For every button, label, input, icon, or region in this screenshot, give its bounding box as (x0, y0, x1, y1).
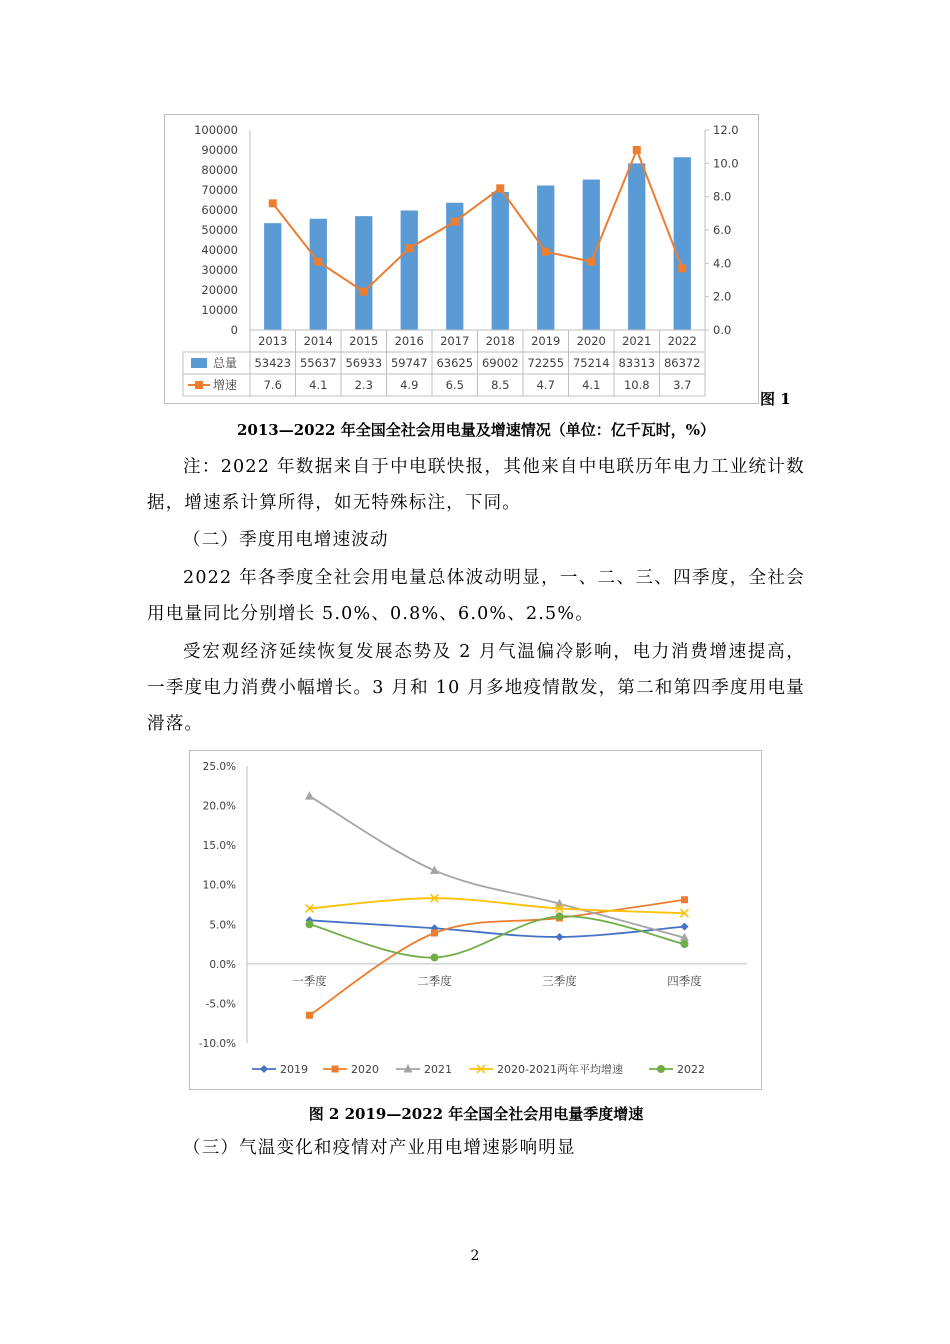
y2-tick-label: 12.0 (713, 123, 739, 137)
data-label: 56933 (345, 356, 383, 370)
paragraph-quarterly: 2022 年各季度全社会用电量总体波动明显，一、二、三、四季度，全社会用电量同比分别增长 5.0%、0.8%、6.0%、2.5%。 (147, 568, 805, 624)
figure1-chart (164, 114, 759, 404)
growth-point-2013 (269, 199, 277, 207)
chart2-svg (190, 751, 761, 1089)
point-2020-四季度 (681, 896, 688, 903)
y-tick-label: 10.0% (202, 879, 236, 892)
y-tick-label: 25.0% (202, 761, 236, 773)
legend-label: 总量 (213, 356, 238, 370)
x-tick-label: 2017 (440, 334, 470, 348)
legend-key-marker (195, 381, 203, 389)
data-label: 6.5 (445, 378, 464, 392)
data-label: 72255 (527, 356, 565, 370)
figure2-caption: 图 2 2019—2022 年全国全社会用电量季度增速 (308, 1105, 644, 1123)
x-tick-label: 2020 (576, 334, 606, 348)
x-tick-label: 2016 (394, 334, 424, 348)
data-label: 2.3 (354, 378, 373, 392)
page-number: 2 (470, 1248, 480, 1264)
paragraph-factors: 受宏观经济延续恢复发展态势及 2 月气温偏冷影响，电力消费增速提高，一季度电力消费小幅增长。3 月和 10 月多地疫情散发，第二和第四季度用电量滑落。 (147, 642, 805, 734)
bar-2022 (674, 157, 691, 330)
y-tick-label: -5.0% (205, 998, 236, 1011)
y-tick-label: 10000 (201, 303, 238, 317)
legend-label: 2020-2021两年平均增速 (497, 1063, 623, 1076)
legend-key-bar (191, 358, 207, 368)
data-label: 83313 (618, 356, 656, 370)
point-2019-四季度 (681, 923, 689, 931)
point-2021-一季度 (305, 791, 314, 800)
x-tick-label: 2018 (485, 334, 515, 348)
section-heading-2: （二）季度用电增速波动 (183, 530, 389, 550)
y-tick-label: 5.0% (209, 919, 236, 932)
growth-point-2017 (451, 218, 459, 226)
point-2020-一季度 (306, 1012, 313, 1019)
data-label: 10.8 (623, 378, 650, 392)
growth-point-2021 (633, 146, 641, 154)
y-tick-label: 50000 (201, 223, 238, 237)
growth-point-2014 (314, 258, 322, 266)
data-label: 59747 (390, 356, 428, 370)
data-label: 8.5 (491, 378, 510, 392)
bar-2019 (537, 185, 554, 330)
x-tick-label: 2013 (258, 334, 288, 348)
chart1-svg (165, 115, 758, 403)
data-label: 4.9 (400, 378, 419, 392)
x-tick-label: 2022 (667, 334, 697, 348)
y2-tick-label: 6.0 (713, 223, 732, 237)
y-tick-label: 0.0% (209, 958, 236, 971)
data-label: 86372 (663, 356, 701, 370)
y-tick-label: 0 (230, 323, 238, 337)
x-tick-label: 2014 (303, 334, 333, 348)
bar-2018 (492, 192, 509, 330)
point-2022-二季度 (431, 954, 439, 962)
growth-point-2019 (542, 248, 550, 256)
bar-2015 (355, 216, 372, 330)
growth-point-2018 (496, 184, 504, 192)
y2-tick-label: 2.0 (713, 289, 732, 304)
series-line-2020-2021两年平均增速 (310, 898, 685, 913)
legend-marker-2022 (657, 1065, 665, 1073)
y-tick-label: 80000 (201, 163, 238, 177)
y-tick-label: 20.0% (202, 800, 236, 813)
growth-point-2022 (678, 264, 686, 272)
legend-label: 增速 (213, 378, 238, 392)
note-paragraph: 注：2022 年数据来自于中电联快报，其他来自中电联历年电力工业统计数据，增速系计算所得，如无特殊标注，下同。 (147, 457, 805, 513)
series-line-2021 (310, 796, 685, 938)
legend-marker-2020 (332, 1066, 339, 1073)
y-tick-label: 15.0% (202, 840, 236, 853)
data-label: 55637 (299, 356, 337, 370)
y2-tick-label: 8.0 (713, 189, 732, 204)
point-2019-三季度 (556, 933, 564, 941)
data-label: 4.1 (582, 378, 601, 392)
legend-label: 2021 (424, 1063, 452, 1076)
legend-label: 2022 (677, 1063, 705, 1076)
figure1-caption: 2013—2022 年全国全社会用电量及增速情况（单位：亿千瓦时，%） (237, 421, 715, 439)
series-line-2020 (310, 900, 685, 1016)
legend-label: 2019 (280, 1063, 308, 1076)
data-label: 53423 (254, 356, 292, 370)
x-tick-label: 二季度 (417, 973, 452, 988)
y-tick-label: 30000 (201, 263, 238, 277)
point-2022-一季度 (306, 920, 314, 928)
growth-point-2016 (405, 244, 413, 252)
data-label: 7.6 (263, 378, 282, 392)
data-label: 75214 (572, 356, 610, 370)
y-tick-label: 60000 (201, 203, 238, 217)
data-label: 69002 (481, 356, 519, 370)
x-tick-label: 四季度 (667, 973, 702, 988)
data-label: 63625 (436, 356, 474, 370)
x-tick-label: 2021 (622, 334, 652, 348)
legend-marker-2019 (260, 1065, 268, 1073)
y-tick-label: 100000 (194, 123, 238, 137)
y2-tick-label: 10.0 (713, 156, 739, 171)
x-tick-label: 2015 (349, 334, 379, 348)
y2-tick-label: 0.0 (713, 323, 732, 337)
bar-2020 (583, 180, 600, 330)
bar-2016 (401, 211, 418, 330)
x-tick-label: 2019 (531, 334, 561, 348)
y-tick-label: 90000 (201, 143, 238, 157)
section-heading-3: （三）气温变化和疫情对产业用电增速影响明显 (183, 1138, 576, 1158)
bar-2013 (264, 223, 281, 330)
data-label: 4.1 (309, 378, 328, 392)
growth-point-2020 (587, 258, 595, 266)
growth-point-2015 (360, 288, 368, 296)
y-tick-label: 70000 (201, 183, 238, 197)
point-2020-二季度 (431, 929, 438, 936)
figure1-side-label: 图 1 (760, 390, 791, 408)
growth-line (273, 150, 683, 292)
y-tick-label: 20000 (201, 283, 238, 297)
point-2022-三季度 (556, 912, 564, 920)
point-2022-四季度 (681, 940, 689, 948)
y2-tick-label: 4.0 (713, 256, 732, 271)
bar-2021 (628, 163, 645, 330)
figure2-chart (189, 750, 762, 1090)
y-tick-label: 40000 (201, 243, 238, 257)
x-tick-label: 一季度 (292, 973, 327, 988)
data-label: 3.7 (673, 378, 692, 392)
x-tick-label: 三季度 (542, 973, 577, 988)
legend-label: 2020 (351, 1063, 379, 1076)
bar-2014 (310, 219, 327, 330)
data-label: 4.7 (536, 378, 555, 392)
y-tick-label: -10.0% (198, 1038, 236, 1050)
